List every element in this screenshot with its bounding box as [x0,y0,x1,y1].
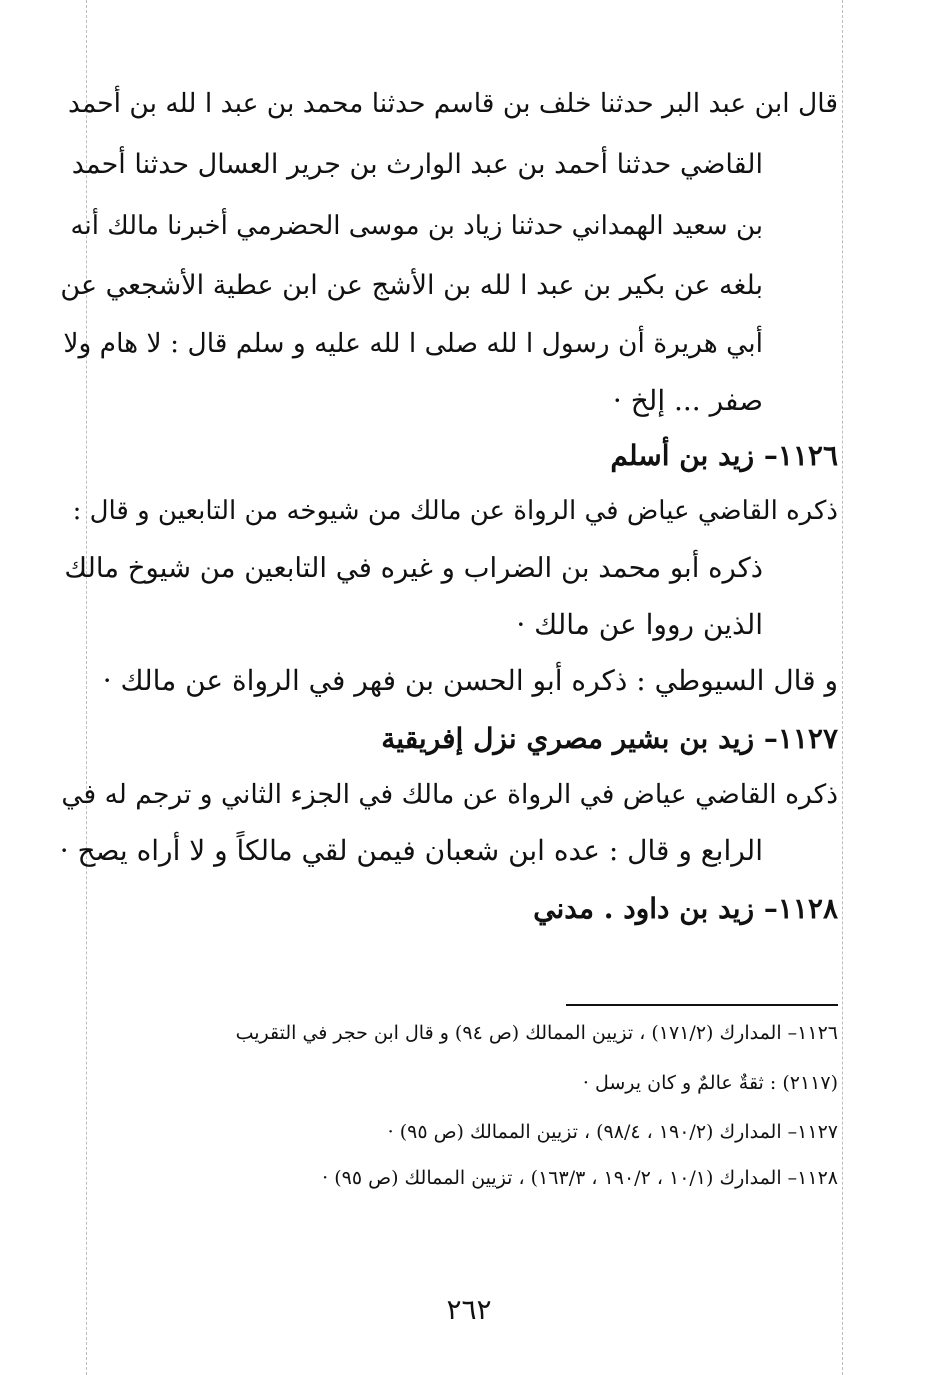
body-line: الرابع و قال : عده ابن شعبان فيمن لقي مالكاً و لا أراه يصح · [59,834,763,867]
body-line: بن سعيد الهمداني حدثنا زياد بن موسى الحضرمي أخبرنا مالك أنه [70,211,763,241]
footnote-line: ١١٢٦– المدارك (١٧١/٢) ، تزيين الممالك (ص ٩٤) و قال ابن حجر في التقريب [235,1022,838,1044]
body-line: أبي هريرة أن رسول ا لله صلى ا لله عليه و سلم قال : لا هام ولا [63,328,763,359]
page-number: ٢٦٢ [446,1293,492,1326]
body-line: بلغه عن بكير بن عبد ا لله بن الأشج عن ابن عطية الأشجعي عن [60,270,763,301]
body-line: الذين رووا عن مالك · [516,608,763,641]
body-line: ذكره القاضي عياض في الرواة عن مالك من شيوخه من التابعين و قال : [72,496,838,526]
footnote-rule [566,1004,838,1006]
entry-heading: ١١٢٦– زيد بن أسلم [610,439,838,472]
scan-edge-mark [842,0,843,1375]
footnote-line: ١١٢٧– المدارك (١٩٠/٢ ، ٩٨/٤) ، تزيين الممالك (ص ٩٥) · [387,1121,838,1143]
footnote-line: (٢١١٧) : ثقةٌ عالمٌ و كان يرسل · [582,1072,838,1094]
body-line: ذكره أبو محمد بن الضراب و غيره في التابعين من شيوخ مالك [64,552,763,584]
entry-heading: ١١٢٨– زيد بن داود . مدني [533,892,838,925]
body-line: القاضي حدثنا أحمد بن عبد الوارث بن جرير العسال حدثنا أحمد [71,149,763,180]
body-line: و قال السيوطي : ذكره أبو الحسن بن فهر في الرواة عن مالك · [102,664,838,697]
body-line: صفر ... إلخ · [612,384,763,417]
footnote-line: ١١٢٨– المدارك (١٠/١ ، ١٩٠/٢ ، ١٦٣/٣) ، تزيين الممالك (ص ٩٥) · [322,1167,838,1189]
body-line: ذكره القاضي عياض في الرواة عن مالك في الجزء الثاني و ترجم له في [61,779,838,810]
entry-heading: ١١٢٧– زيد بن بشير مصري نزل إفريقية [381,722,838,755]
body-line: قال ابن عبد البر حدثنا خلف بن قاسم حدثنا محمد بن عبد ا لله بن أحمد [68,88,838,119]
